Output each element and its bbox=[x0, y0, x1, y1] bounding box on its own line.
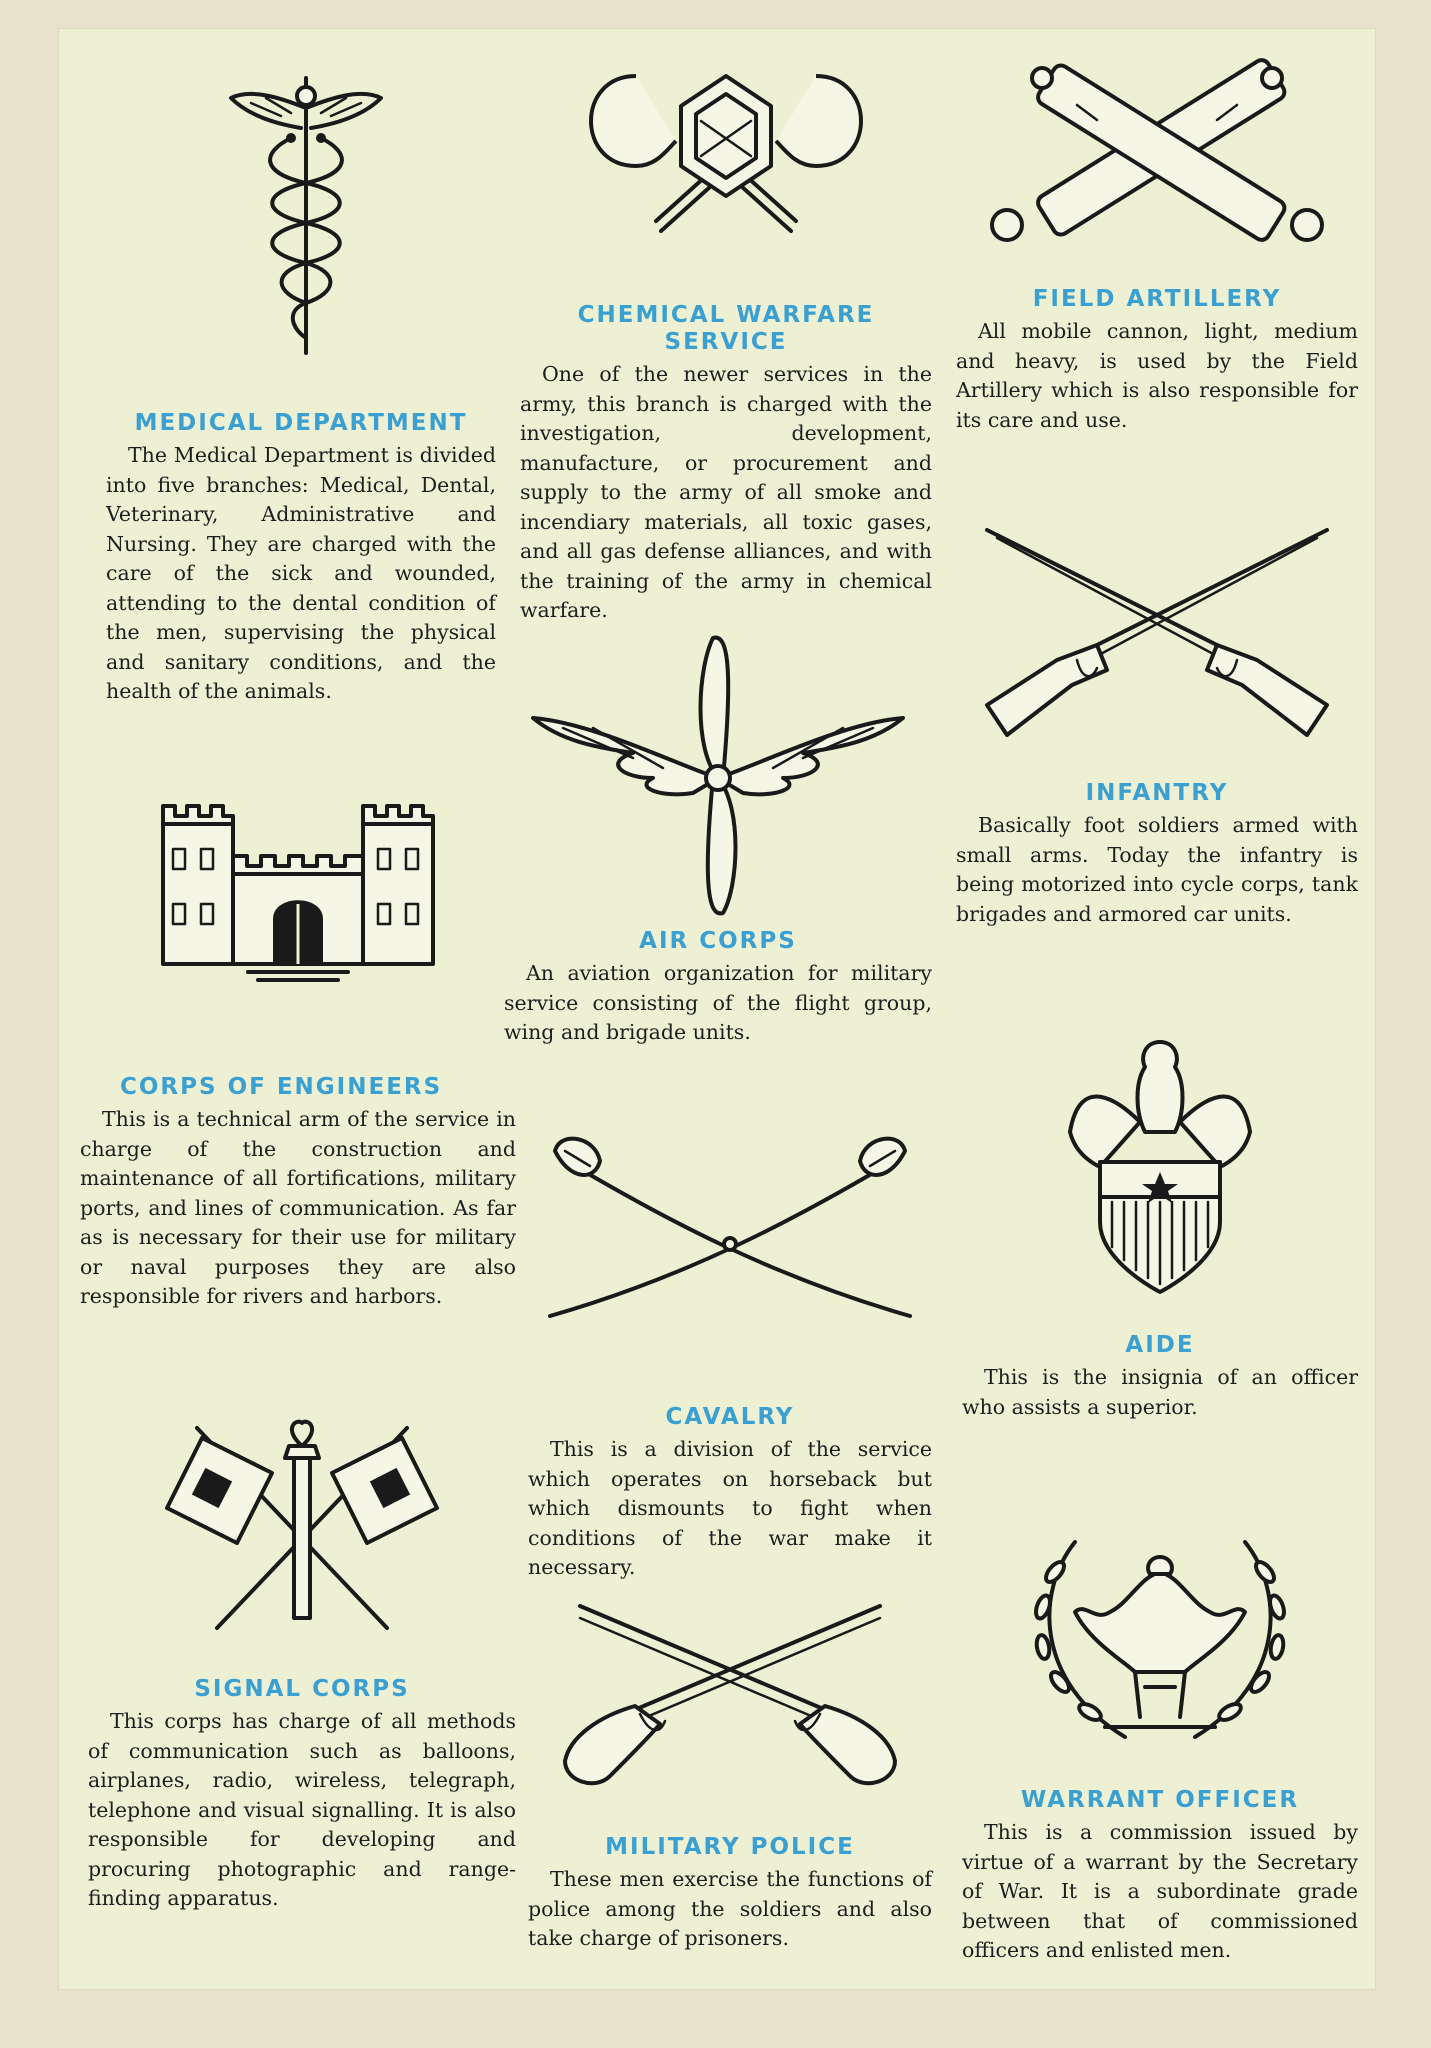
section-description: An aviation organization for military service consisting of the flight group, wing and brigade units. bbox=[504, 961, 932, 1044]
section-description: This is a technical arm of the service in charge of the construction and maintenance of all fortifications, military ports, and lines of communication. As far as is necessary for their use for military or naval purposes they are also responsible for rivers and harbors. bbox=[80, 1107, 516, 1308]
section-title: SIGNAL CORPS bbox=[194, 1676, 410, 1702]
section-warrant bbox=[962, 1512, 1358, 1966]
crossed-pistols-icon bbox=[540, 1596, 920, 1796]
section-title: INFANTRY bbox=[1085, 780, 1229, 806]
section-title: MILITARY POLICE bbox=[605, 1834, 855, 1860]
section-infantry bbox=[956, 510, 1358, 929]
crossed-sabers-icon bbox=[540, 1126, 920, 1326]
eagle-wreath-icon bbox=[1015, 1512, 1305, 1757]
section-title: AIDE bbox=[1125, 1332, 1195, 1358]
section-title: FIELD ARTILLERY bbox=[1032, 286, 1282, 312]
section-description: This is the insignia of an officer who assists a superior. bbox=[962, 1365, 1358, 1419]
section-description: This is a division of the service which operates on horseback but which dismounts to fight when conditions of the war make it necessary. bbox=[528, 1437, 932, 1579]
section-cavalry bbox=[528, 1126, 932, 1583]
section-medical bbox=[96, 68, 516, 707]
section-title: WARRANT OFFICER bbox=[1020, 1787, 1300, 1813]
crossed-cannons-icon bbox=[967, 50, 1347, 250]
section-artillery bbox=[956, 50, 1358, 435]
insignia-page bbox=[58, 28, 1376, 1990]
section-description: One of the newer services in the army, this branch is charged with the investigation, development, manufacture, or procurement and supply to the army of all smoke and incendiary materials, all toxic gases, and all gas defense alliances, and with the training of the army in chemical warfare. bbox=[520, 362, 932, 622]
section-description: All mobile cannon, light, medium and heavy, is used by the Field Artillery which is also responsible for its care and use. bbox=[956, 319, 1358, 432]
section-title: MEDICAL DEPARTMENT bbox=[134, 410, 468, 436]
chemical-warfare-insignia-icon bbox=[566, 46, 886, 246]
section-title: CAVALRY bbox=[665, 1404, 795, 1430]
section-signal bbox=[88, 1418, 516, 1914]
caduceus-icon bbox=[221, 68, 391, 368]
section-description: This is a commission issued by virtue of a warrant by the Secretary of War. It is a subordinate grade between that of commissioned officers and enlisted men. bbox=[962, 1820, 1358, 1962]
section-engineers bbox=[80, 794, 516, 1312]
section-air bbox=[504, 628, 932, 1048]
section-title: CORPS OF ENGINEERS bbox=[120, 1074, 443, 1100]
section-chemical bbox=[520, 46, 932, 626]
section-aide bbox=[962, 1032, 1358, 1422]
section-title: AIR CORPS bbox=[639, 928, 797, 954]
section-description: The Medical Department is divided into five branches: Medical, Dental, Veterinary, Administrative and Nursing. They are charged with the care of the sick and wounded, attending to the dental condition of the men, supervising the physical and sanitary conditions, and the health of the animals. bbox=[106, 443, 496, 703]
castle-icon bbox=[153, 794, 443, 984]
eagle-shield-icon bbox=[1060, 1032, 1260, 1302]
section-police bbox=[528, 1596, 932, 1954]
signal-flags-torch-icon bbox=[157, 1418, 447, 1638]
section-description: These men exercise the functions of police among the soldiers and also take charge of prisoners. bbox=[528, 1867, 932, 1950]
section-title: CHEMICAL WARFARE SERVICE bbox=[577, 302, 875, 355]
winged-propeller-icon bbox=[523, 628, 913, 918]
crossed-rifles-icon bbox=[967, 510, 1347, 740]
section-description: This corps has charge of all methods of communication such as balloons, airplanes, radio, wireless, telegraph, telephone and visual signalling. It is also responsible for developing and procuring photographic and range-finding apparatus. bbox=[88, 1709, 516, 1910]
section-description: Basically foot soldiers armed with small arms. Today the infantry is being motorized into cycle corps, tank brigades and armored car units. bbox=[956, 813, 1358, 926]
